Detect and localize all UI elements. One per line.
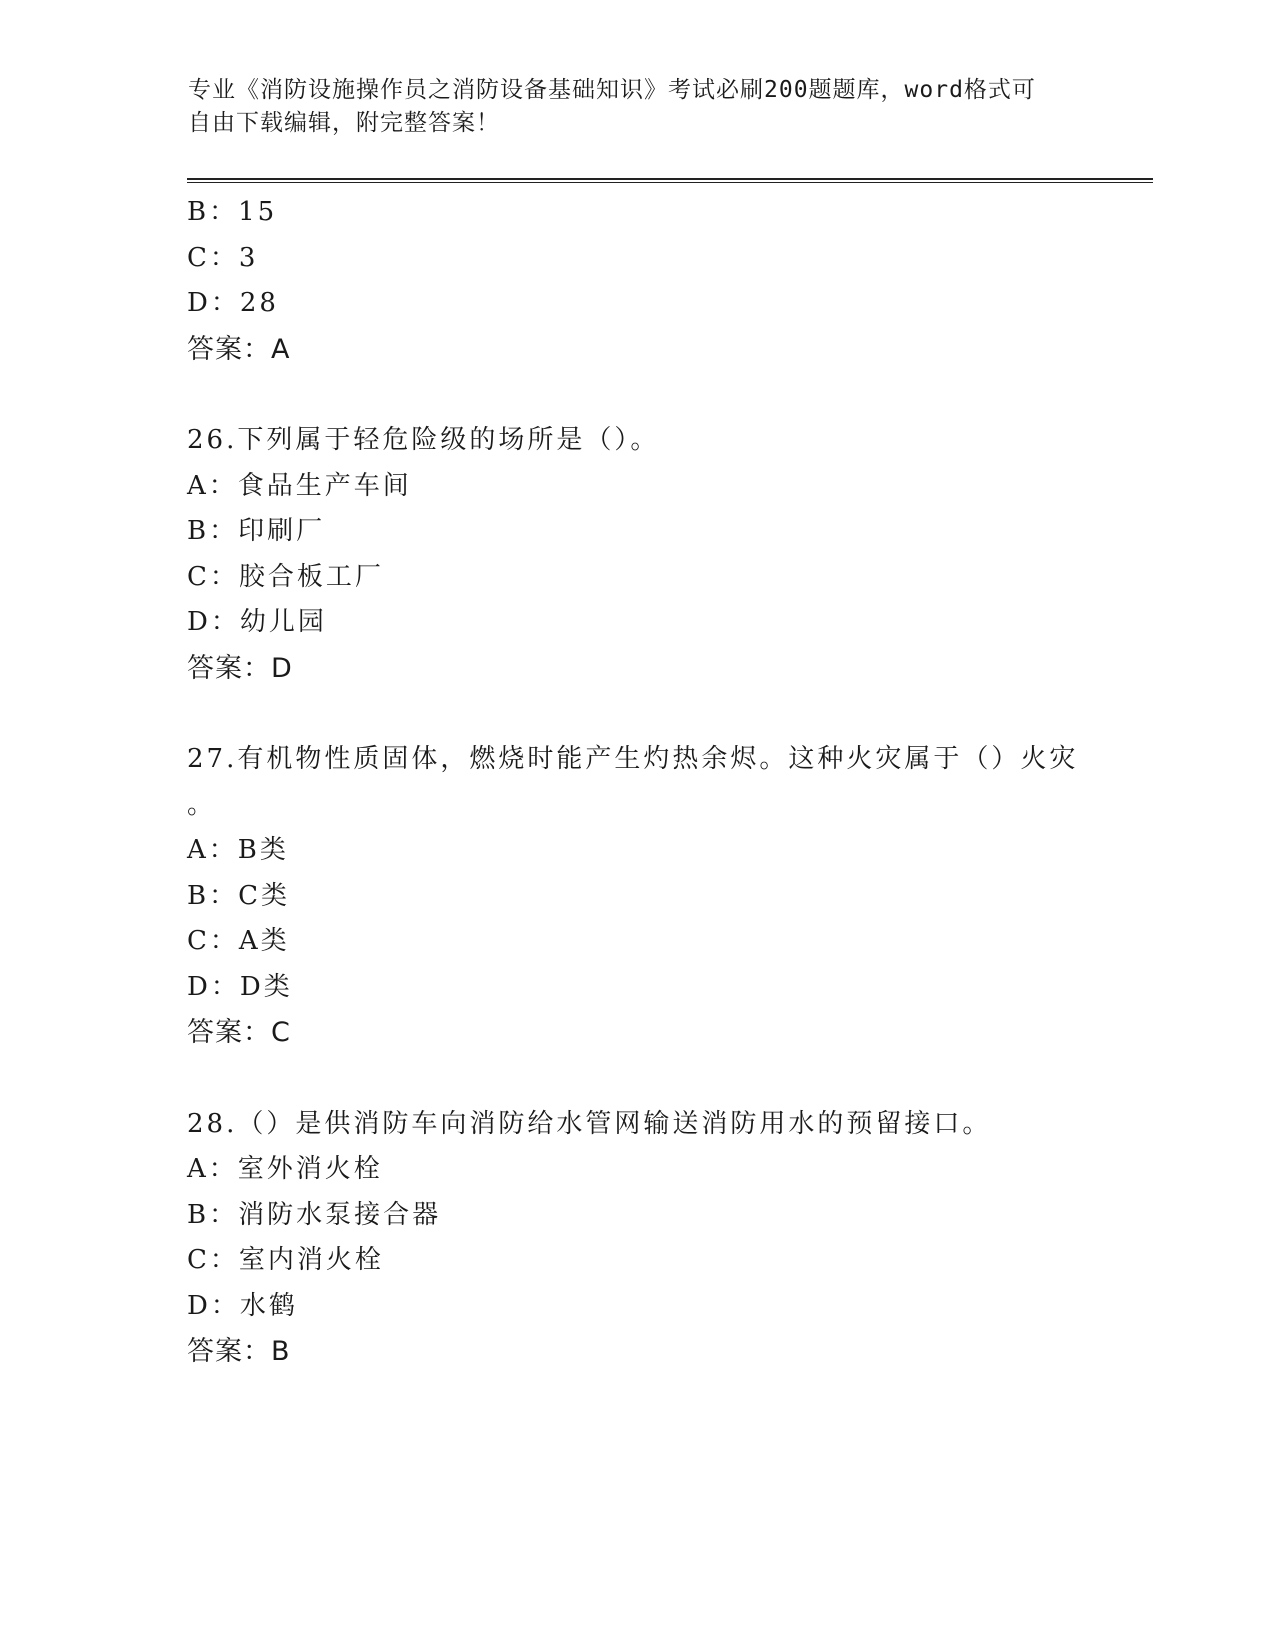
answer-line: 答案：C — [187, 1017, 291, 1048]
option-b: B：15 — [187, 197, 278, 227]
header-line-2: 自由下载编辑，附完整答案！ — [188, 110, 500, 136]
option-d: D：D类 — [187, 971, 293, 1002]
option-d: D：幼儿园 — [187, 607, 327, 637]
question-stem-tail: 。 — [187, 789, 217, 820]
option-a: A：B类 — [187, 835, 289, 865]
option-a: A：食品生产车间 — [187, 470, 412, 501]
option-c: C：A类 — [187, 926, 290, 956]
option-c: C：3 — [187, 242, 259, 273]
option-b: B：印刷厂 — [187, 516, 326, 546]
question-26-block — [187, 418, 1087, 691]
header-divider — [187, 178, 1153, 183]
header-line-1: 专业《消防设施操作员之消防设备基础知识》考试必刷200题题库，word格式可 — [188, 77, 1036, 103]
option-d: D：28 — [187, 288, 279, 318]
option-d: D：水鹤 — [187, 1290, 298, 1321]
option-c: C：室内消火栓 — [187, 1245, 384, 1275]
answer-line: 答案：A — [187, 333, 291, 365]
option-c: C：胶合板工厂 — [187, 561, 384, 592]
question-27-block — [187, 737, 1087, 1056]
question-stem: 28.（）是供消防车向消防给水管网输送消防用水的预留接口。 — [187, 1108, 992, 1139]
option-b: B：C类 — [187, 880, 291, 911]
answer-line: 答案：B — [187, 1336, 291, 1367]
prev-question-block — [187, 190, 1087, 372]
spacer — [187, 691, 1087, 737]
question-28-block — [187, 1102, 1087, 1375]
question-stem: 26.下列属于轻危险级的场所是（）。 — [187, 425, 660, 455]
spacer — [187, 1056, 1087, 1102]
question-stem: 27.有机物性质固体，燃烧时能产生灼热余烬。这种火灾属于（）火灾 — [187, 744, 1079, 774]
question-content — [187, 190, 1087, 1375]
document-header — [188, 74, 1088, 140]
option-b: B：消防水泵接合器 — [187, 1199, 442, 1230]
spacer — [187, 372, 1087, 418]
answer-line: 答案：D — [187, 652, 293, 684]
option-a: A：室外消火栓 — [187, 1154, 383, 1184]
